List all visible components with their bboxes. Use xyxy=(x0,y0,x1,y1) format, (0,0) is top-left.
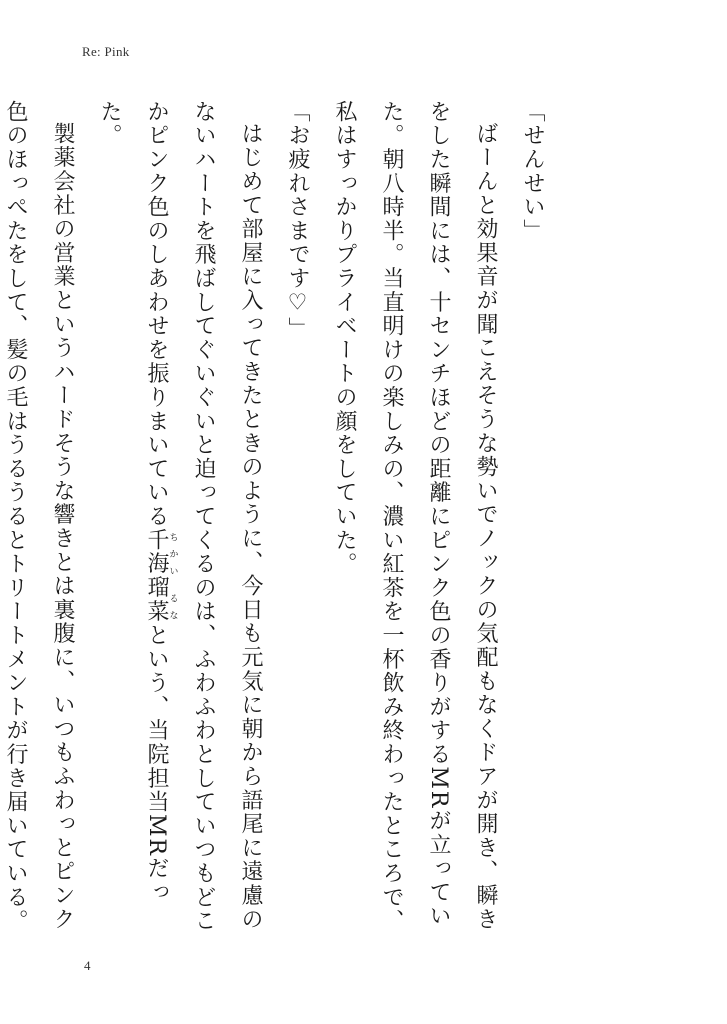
ruby-reading: ちかい るな xyxy=(167,528,178,624)
paragraph-dialogue-greeting: 「お疲れさまです♡」 xyxy=(285,100,310,341)
running-head: Re: Pink xyxy=(82,44,130,59)
ruby-base: 千海瑠菜 xyxy=(144,528,169,624)
paragraph-narration-introduction xyxy=(86,100,274,940)
ruby-name-chikai-runa xyxy=(144,528,178,624)
page-number: 4 xyxy=(84,958,91,973)
paragraph-dialogue-sensei: 「せんせい」 xyxy=(520,100,545,243)
text-run: はじめて部屋に入ってきたときのように、今日も元気に朝から語尾に遠慮のないハートを飛ばしてぐいぐいと迫ってくるのは、ふわふわとしていつもどこかピンク色のしあわせを振りまいている xyxy=(144,100,263,933)
body-text xyxy=(3,100,556,940)
paragraph-narration-appearance: 製薬会社の営業というハードそうな響きとは裏腹に、いつもふわっとピンク色のほっぺたをして、髪の毛はうるうるとトリートメントが行き届いている。 xyxy=(3,100,75,933)
text-run: という、当院担当MRだった。 xyxy=(97,100,169,905)
paragraph-narration-entrance: ばーんと効果音が聞こえそうな勢いでノックの気配もなくドアが開き、瞬きをした瞬間には、十センチほどの距離にピンク色の香りがするMRが立っていた。朝八時半。当直明けの楽しみの、濃い紅茶を一杯飲み終わったところで、私はすっかりプライベートの顔をしていた。 xyxy=(332,100,498,933)
